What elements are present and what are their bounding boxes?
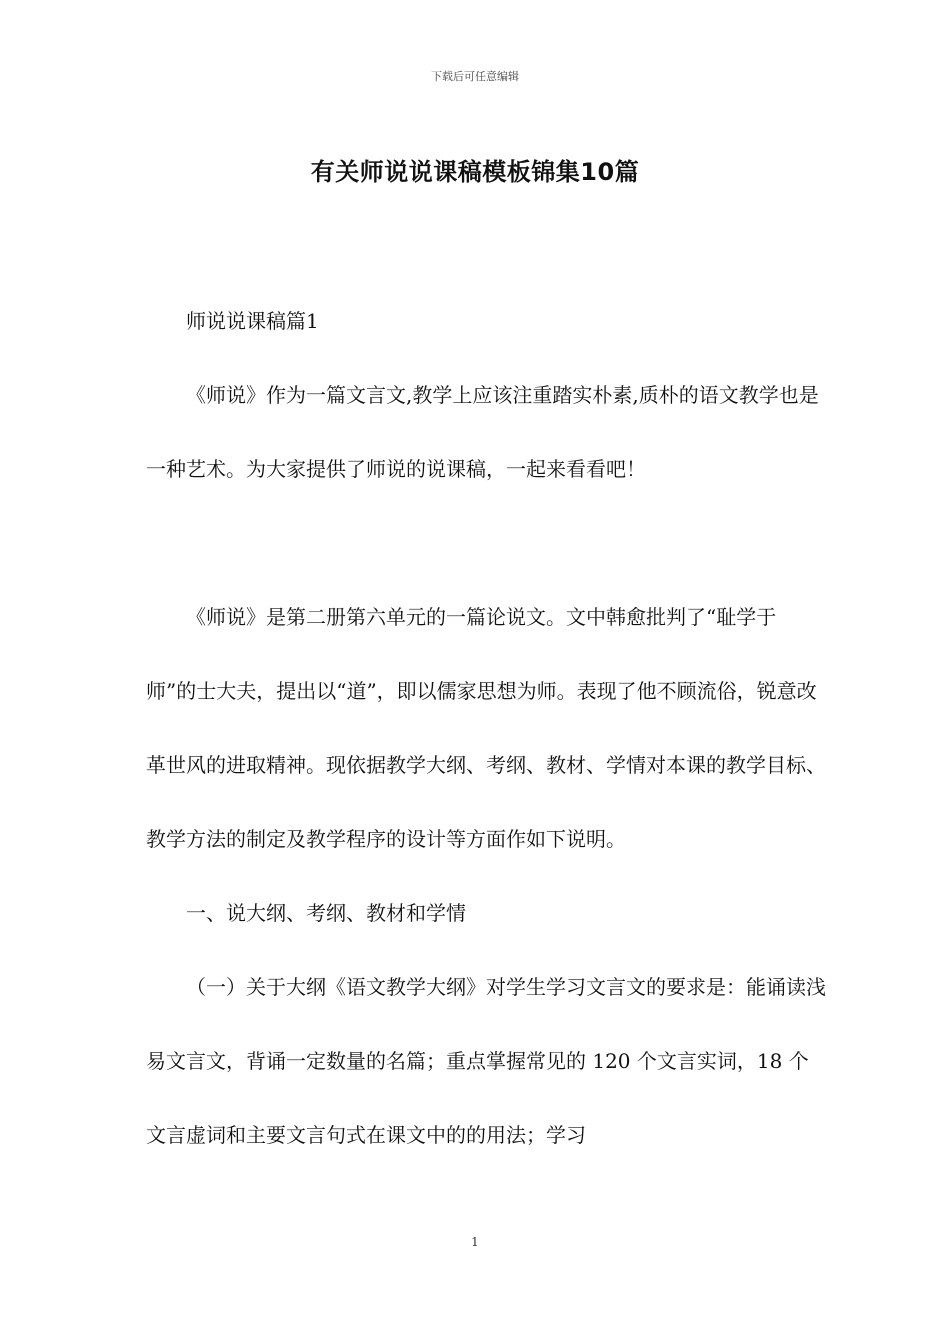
page-number: 1	[471, 1235, 479, 1249]
header-note: 下载后可任意编辑	[431, 70, 519, 83]
document-body	[146, 284, 826, 1172]
section-heading: 师说说课稿篇1	[186, 309, 319, 333]
paragraph: 《师说》是第二册第六单元的一篇论说文。文中韩愈批判了“耻学于师”的士大夫，提出以“道”，即以儒家思想为师。表现了他不顾流俗，锐意改革世风的进取精神。现依据教学大纲、考纲、教材、学情对本课的教学目标、教学方法的制定及教学程序的设计等方面作如下说明。	[146, 605, 826, 851]
paragraph: 《师说》作为一篇文言文,教学上应该注重踏实朴素,质朴的语文教学也是一种艺术。为大家提供了师说的说课稿，一起来看看吧！	[146, 383, 819, 481]
document-title: 有关师说说课稿模板锦集10篇	[310, 158, 640, 186]
section-heading: 一、说大纲、考纲、教材和学情	[186, 901, 466, 925]
paragraph-spacer	[146, 506, 826, 580]
paragraph: （一）关于大纲《语文教学大纲》对学生学习文言文的要求是：能诵读浅易文言文，背诵一定数量的名篇；重点掌握常见的 120 个文言实词，18 个文言虚词和主要文言句式在课文中的的用法；学习	[146, 975, 826, 1147]
